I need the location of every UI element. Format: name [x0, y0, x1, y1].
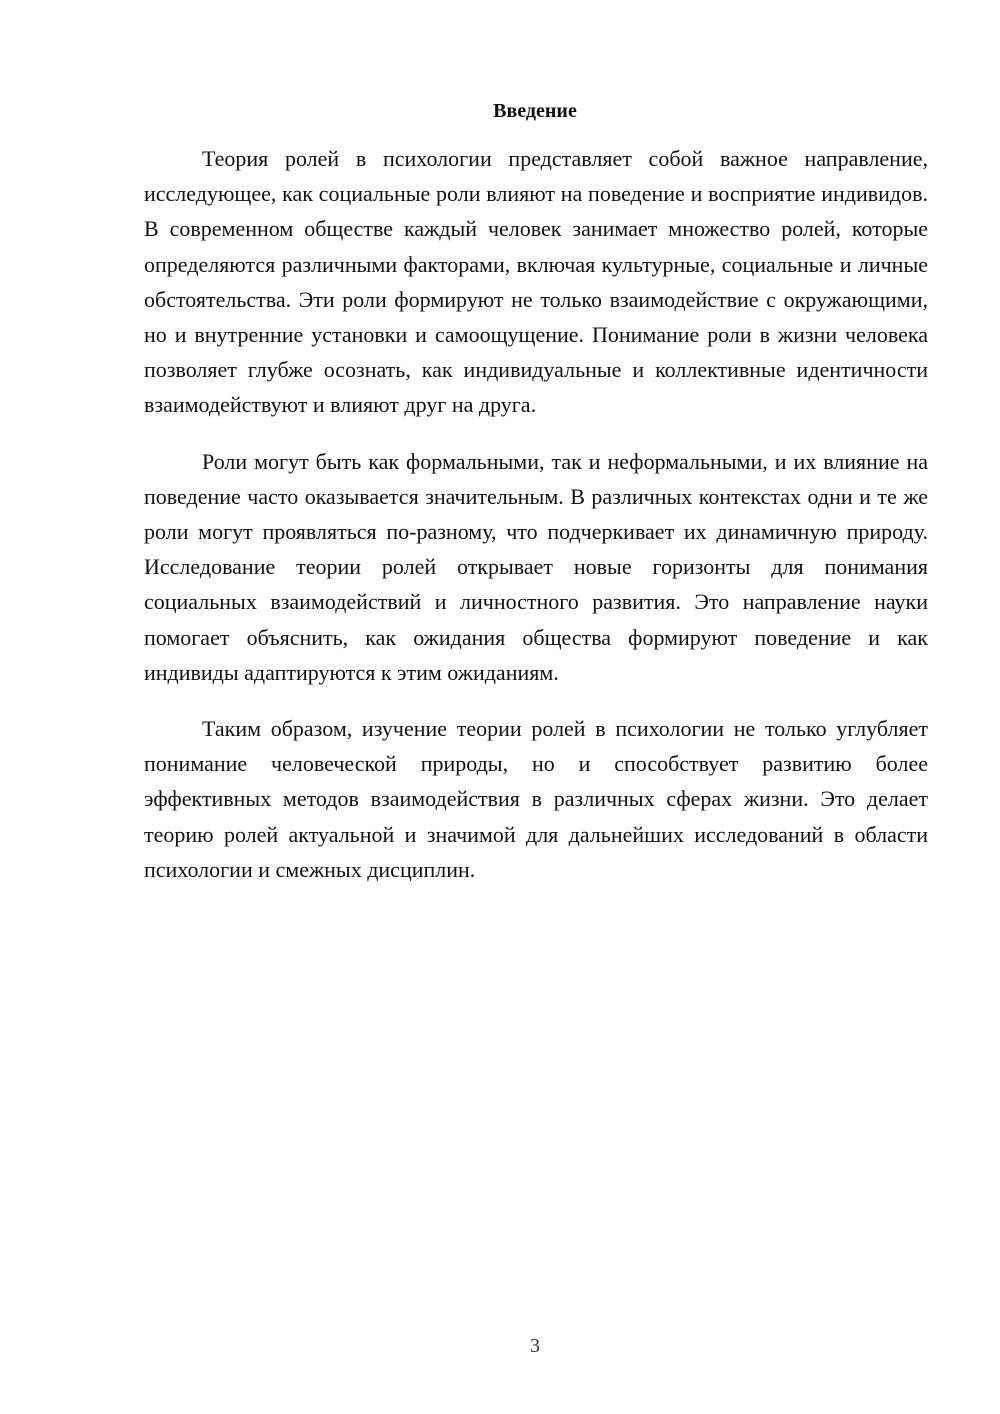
paragraph-2: Роли могут быть как формальными, так и неформальными, и их влияние на поведение часто оказывается значительным. В различных контекстах одни и те же роли могут проявляться по-разному, что подчеркивает их динамичную природу. Исследование теории ролей открывает новые горизонты для понимания социальных взаимодействий и личностного развития. Это направление науки помогает объяснить, как ожидания общества формируют поведение и как индивиды адаптируются к этим ожиданиям.	[144, 448, 928, 685]
paragraph-3: Таким образом, изучение теории ролей в психологии не только углубляет понимание человеческой природы, но и способствует развитию более эффективных методов взаимодействия в различных сферах жизни. Это делает теорию ролей актуальной и значимой для дальнейших исследований в области психологии и смежных дисциплин.	[144, 716, 928, 882]
document-body	[144, 141, 928, 908]
page-title: Введение	[493, 100, 577, 122]
paragraph-1: Теория ролей в психологии представляет собой важное направление, исследующее, как социальные роли влияют на поведение и восприятие индивидов. В современном обществе каждый человек занимает множество ролей, которые определяются различными факторами, включая культурные, социальные и личные обстоятельства. Эти роли формируют не только взаимодействие с окружающими, но и внутренние установки и самоощущение. Понимание роли в жизни человека позволяет глубже осознать, как индивидуальные и коллективные идентичности взаимодействуют и влияют друг на друга.	[144, 146, 928, 418]
page-number: 3	[530, 1335, 540, 1357]
